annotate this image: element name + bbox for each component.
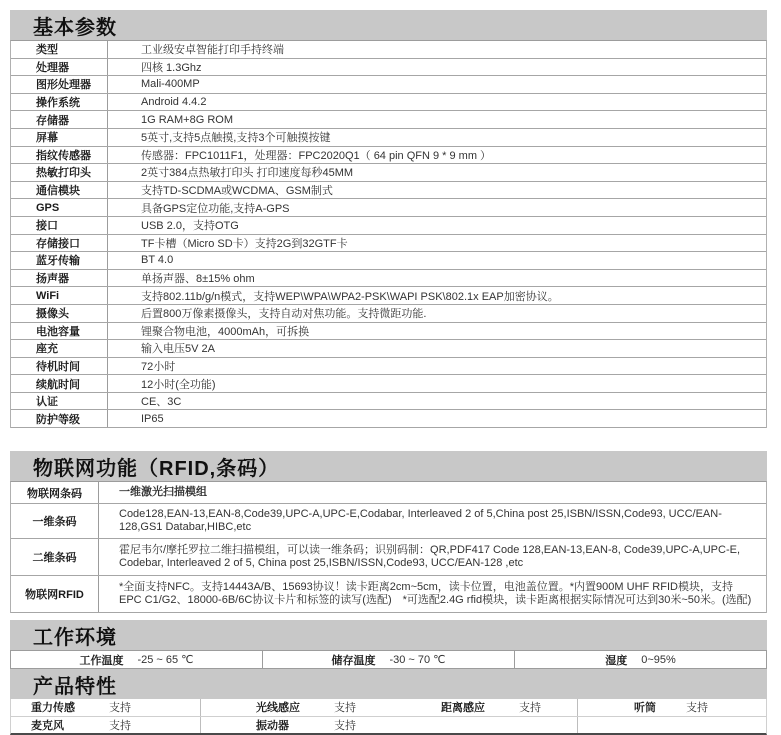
spec-label: 图形处理器 [11,76,108,93]
spec-label: 防护等级 [11,410,108,427]
spec-label: 屏幕 [11,129,108,146]
table-row [11,393,766,411]
spec-label: 类型 [11,41,108,58]
section-title: 工作环境 [33,626,117,649]
spec-value: 一维激光扫描模组 [119,485,207,498]
spec-label: 指纹传感器 [11,147,108,164]
spec-value: 支持 [519,702,541,715]
spec-value: TF卡槽（Micro SD卡）支持2G到32GTF卡 [141,237,348,250]
table-row [11,323,766,341]
spec-label: 听筒 [634,702,656,715]
table-row [11,410,766,428]
table-row [11,111,766,129]
feature-cell [11,699,201,716]
spec-label: WiFi [11,287,108,304]
spec-value: Code128,EAN-13,EAN-8,Code39,UPC-A,UPC-E,Codabar, Interleaved 2 of 5,China post 25,ISBN/ISSN,Code93, UCC/EAN-128,GS1 Databar,HIBC,etc [119,507,722,534]
table-row [11,235,766,253]
spec-value: 12小时(全功能) [141,378,216,391]
section-title: 基本参数 [33,16,117,39]
spec-value: 传感器：FPC1011F1，处理器：FPC2020Q1（ 64 pin QFN 9 * 9 mm ） [141,149,492,162]
spec-value: USB 2.0，支持OTG [141,220,239,233]
spec-label: 物联网条码 [11,482,99,503]
spec-value: CE、3C [141,396,182,409]
spec-label: 重力传感 [31,702,75,715]
spec-label: 储存温度 [331,654,376,667]
table-row [11,576,766,613]
spec-value: *全面支持NFC。支持14443A/B、15693协议！读卡距离2cm~5cm，读卡位置，电池盖位置。*内置900M UHF RFID模块，支持 EPC C1/G2、18000-6B/6C协议卡片和标签的读写(选配) *可选配2.4G rfid模块，读卡距离根据实际情况可达到30米~50米。(选配) [119,580,752,607]
spec-value: 四核 1.3Ghz [141,61,202,74]
spec-value: Mali-400MP [141,78,200,91]
table-row [11,270,766,288]
spec-label: 热敏打印头 [11,164,108,181]
spec-value: 具备GPS定位功能,支持A-GPS [141,202,290,215]
spec-value: 输入电压5V 2A [141,343,215,356]
spec-label: 振动器 [256,719,289,732]
features-table [10,699,767,735]
table-row [11,482,766,504]
spec-value: IP65 [141,412,164,425]
spec-label: 认证 [11,393,108,410]
spec-value: BT 4.0 [141,254,174,267]
spec-label: 待机时间 [11,358,108,375]
table-row [11,340,766,358]
environment-cell [514,651,766,668]
table-row [11,94,766,112]
spec-label: 摄像头 [11,305,108,322]
spec-value: 支持 [686,702,708,715]
table-row [11,717,766,734]
table-row [11,59,766,77]
spec-value: 支持TD-SCDMA或WCDMA、GSM制式 [141,185,333,198]
table-row [11,375,766,393]
feature-cell [11,717,201,734]
spec-label: 二维条码 [11,539,99,575]
table-row [11,504,766,539]
spec-label: 操作系统 [11,94,108,111]
table-row [11,358,766,376]
table-row [11,539,766,576]
spec-label: 通信模块 [11,182,108,199]
spec-label: 距离感应 [441,702,485,715]
spec-label: 接口 [11,217,108,234]
table-row [11,217,766,235]
spec-label: GPS [11,199,108,216]
spec-value: 霍尼韦尔/摩托罗拉二维扫描模组，可以读一维条码；识别码制：QR,PDF417 Code 128,EAN-13,EAN-8, Code39,UPC-A,UPC-E, Codebar, Interleaved 2 of 5, China post 25,ISBN/ISSN,Code93, UCC/EAN-128 ,etc [119,543,741,570]
section-header-environment [10,620,767,650]
table-row [11,76,766,94]
table-row [11,182,766,200]
spec-value: 支持 [109,702,131,715]
spec-value: 支持 [334,702,356,715]
spec-label: 存储器 [11,111,108,128]
section-header-basic [10,10,767,40]
section-header-features [10,669,767,699]
spec-label: 扬声器 [11,270,108,287]
spec-value: 支持802.11b/g/n模式，支持WEP\WPA\WPA2-PSK\WAPI PSK\802.1x EAP加密协议。 [141,290,559,303]
section-header-iot [10,451,767,481]
spec-value: -30 ~ 70 ℃ [389,654,446,667]
spec-label: 续航时间 [11,375,108,392]
table-row [11,129,766,147]
spec-value: 5英寸,支持5点触摸,支持3个可触摸按键 [141,132,331,145]
spec-value: 单扬声器、8±15% ohm [141,273,255,286]
feature-cell-empty [578,717,766,734]
table-row [11,252,766,270]
spec-value: Android 4.4.2 [141,96,207,109]
spec-value: 锂聚合物电池，4000mAh，可拆换 [141,325,310,338]
feature-cell [201,699,578,716]
table-row [11,41,766,59]
spec-value: -25 ~ 65 ℃ [137,654,194,667]
spec-label: 座充 [11,340,108,357]
feature-pair [201,699,392,715]
environment-cell [11,651,262,668]
table-row [11,699,766,717]
spec-label: 处理器 [11,59,108,76]
feature-cell [201,717,578,734]
spec-label: 存储接口 [11,235,108,252]
section-spacer [10,613,767,620]
spec-label: 蓝牙传输 [11,252,108,269]
basic-spec-table [10,40,767,428]
environment-cell [262,651,514,668]
feature-cell [578,699,766,716]
spec-label: 湿度 [605,654,628,667]
spec-value: 支持 [334,719,356,732]
table-row [11,199,766,217]
feature-pair [392,699,577,715]
spec-value: 2英寸384点热敏打印头 打印速度每秒45MM [141,167,354,180]
spec-value: 后置800万像素摄像头，支持自动对焦功能。支持微距功能. [141,308,427,321]
spec-label: 工作温度 [79,654,124,667]
spec-value: 支持 [109,719,131,732]
section-title: 产品特性 [33,675,117,698]
spec-value: 72小时 [141,360,176,373]
table-row [11,164,766,182]
section-title: 物联网功能（RFID,条码） [33,457,280,480]
spec-label: 物联网RFID [11,576,99,612]
spec-value: 工业级安卓智能打印手持终端 [141,44,284,57]
spec-value: 1G RAM+8G ROM [141,113,233,126]
table-row [11,147,766,165]
spec-label: 光线感应 [256,702,300,715]
table-row [11,287,766,305]
feature-pair [201,717,392,733]
iot-spec-table [10,481,767,613]
spec-label: 电池容量 [11,323,108,340]
spec-label: 一维条码 [11,504,99,538]
section-spacer [10,428,767,451]
spec-label: 麦克风 [31,719,64,732]
environment-row [10,650,767,669]
table-row [11,305,766,323]
spec-value: 0~95% [641,653,676,666]
